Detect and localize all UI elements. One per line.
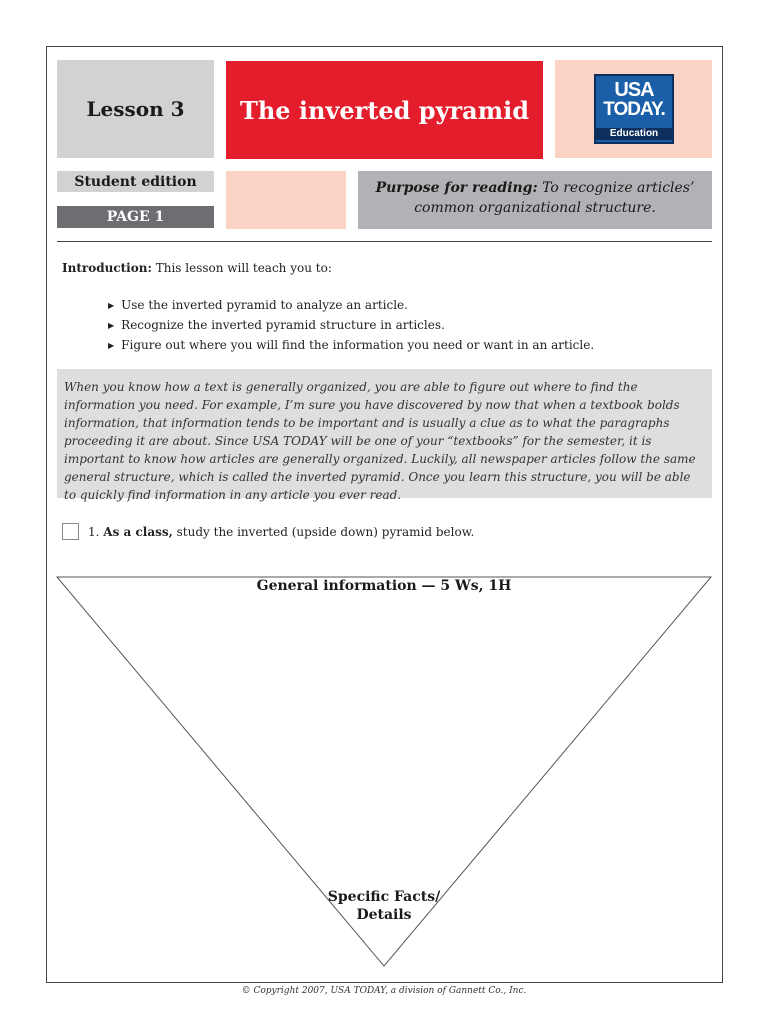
logo-line-1: USA [614,79,654,101]
decorative-panel [226,171,346,229]
logo-line-2: TODAY. [603,99,665,120]
purpose-text: To recognize articles’ common organizational structure. [414,180,695,216]
step-instruction [88,525,474,539]
pyramid-top-label: General information — 5 Ws, 1H [256,578,512,594]
purpose-for-reading [358,171,712,229]
reading-passage: When you know how a text is generally organized, you are able to figure out where to find the information you need. For example, I’m sure you have discovered by now that when a textbook bolds information, that information tends to be important and is usually a clue as to what the paragraphs proceeding it are about. Since USA TODAY will be one of your “textbooks” for the semester, it is important to know how articles are generally organized. Luckily, all newspaper articles follow the same general structure, which is called the inverted pyramid. Once you learn this structure, you will be able to quickly find information in any article you ever read. [57,369,712,498]
pyramid-bottom-line-2: Details [356,907,412,923]
objectives-list [108,296,594,356]
header-divider [57,241,712,242]
list-item: ▶ Figure out where you will find the information you need or want in an article. [108,336,594,356]
edition-label: Student edition [57,171,214,192]
intro-text: This lesson will teach you to: [155,261,332,275]
purpose-label: Purpose for reading: [375,180,538,196]
step-checkbox[interactable] [62,523,79,540]
usa-today-education-logo [594,74,674,144]
lesson-title: The inverted pyramid [226,61,543,159]
pyramid-bottom-line-1: Specific Facts/ [327,889,441,905]
copyright-notice: © Copyright 2007, USA TODAY, a division of Gannett Co., Inc. [241,986,527,996]
step-text: study the inverted (upside down) pyramid below. [176,525,475,539]
list-item: ▶ Recognize the inverted pyramid structure in articles. [108,316,594,336]
lesson-number: Lesson 3 [57,60,214,158]
step-number: 1. [88,525,100,539]
page-label: PAGE 1 [57,206,214,228]
list-item: ▶ Use the inverted pyramid to analyze an article. [108,296,594,316]
intro-label: Introduction: [62,261,152,275]
introduction [62,261,332,275]
logo-line-3: Education [596,128,672,140]
step-bold: As a class, [103,525,173,539]
pyramid-bottom-label [314,888,454,924]
